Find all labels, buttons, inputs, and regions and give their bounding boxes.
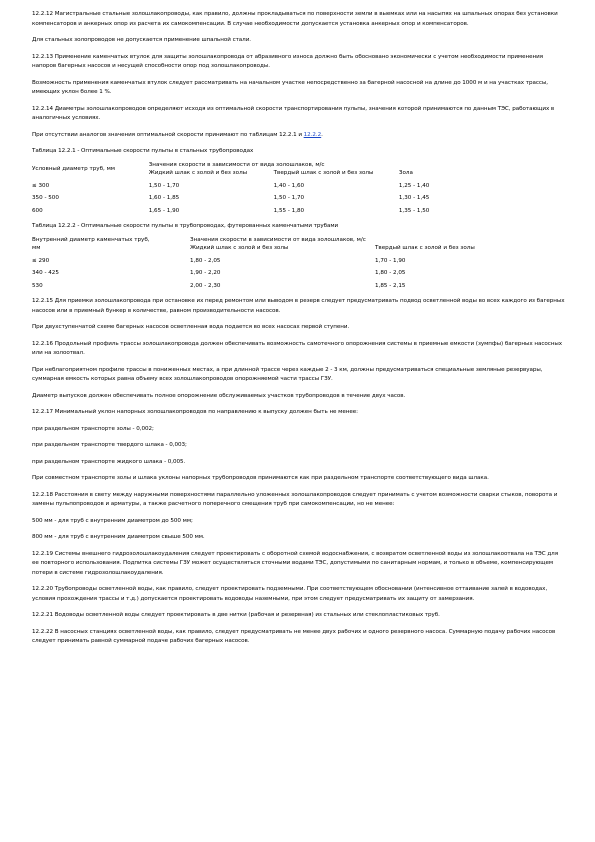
paragraph-12-2-17: 12.2.17 Минимальный уклон напорных золошлакопроводов по направлению к выпуску должен быть не менее: [32,409,358,415]
slope-solid-slag: при раздельном транспорте твердого шлака - 0,003; [32,442,187,448]
table-2-caption: Таблица 12.2.2 - Оптимальные скорости пульпы в трубопроводах, футерованных каменчатыми трубами [32,223,339,229]
slope-ash: при раздельном транспорте золы - 0,002; [32,425,154,432]
table-2-header-diameter: Внутренний диаметр каменчатых труб, [32,236,150,243]
paragraph-12-2-21: 12.2.21 Водоводы осветленной воды следует проектировать в две нитки (рабочая и резервная) из стальных или стеклопластиковых труб. [32,612,440,618]
table-row [32,182,452,191]
table-cell: 1,60 - 1,85 [148,195,180,201]
table-2-header-unit: мм [32,245,41,251]
table-1-header-col: Зола [398,170,413,176]
paragraph-profile: При неблагоприятном профиле трассы в пониженных местах, а при длинной трассе через каждые 2 - 3 км, должны предусматриваться специальные земляные резервуары, суммарная емкость которых равна объему всех золошлакопроводов опорожняемой части трассы ГЗУ. [32,366,543,382]
table-cell: 1,35 - 1,50 [398,207,430,214]
table-cell: 1,85 - 2,15 [375,282,406,289]
paragraph-absence [32,131,565,141]
table-row [32,207,452,216]
table-1-header-col: Жидкий шлак с золой и без золы [148,170,248,176]
paragraph-12-2-18: 12.2.18 Расстояния в свету между наружными поверхностями параллельно уложенных золошлакопроводов следует принимать с учетом возможности сварки стыков, поворота и замены пульпопроводов и арматуры, а также расчетного поперечного смещения труб при самокомпенсации, но не менее: [32,491,558,507]
table-cell: 1,50 - 1,70 [148,182,180,189]
paragraph-12-2-14: 12.2.14 Диаметры золошлакопроводов определяют исходя из оптимальной скорости транспортирования пульпы, значения которой принимаются по данным ТЭС, работающих в аналогичных условиях. [32,105,555,121]
table-2-header-col: Твердый шлак с золой и без золы [375,245,475,251]
table-1-header-diameter: Условный диаметр труб, мм [32,165,116,172]
table-1-caption: Таблица 12.2.1 - Оптимальные скорости пульпы в стальных трубопроводах [32,148,254,154]
paragraph-12-2-16: 12.2.16 Продольный профиль трассы золошлакопровода должен обеспечивать возможность самотечного опорожнения системы в приемные емкости (зумпфы) багерных насосных или на золоотвал. [32,340,563,356]
table-12-2-2-link[interactable]: 12.2.2 [303,131,322,138]
table-cell: 1,80 - 2,05 [375,270,406,276]
paragraph-12-2-12: 12.2.12 Магистральные стальные золошлакопроводы, как правило, должны прокладываться по поверхности земли в выемках или на насыпях на шпальных опорах без установки компенсаторов и анкерных опор из расчета их самокомпенсации. В случае необходимости допускается установка анкерных опор и компенсаторов. [32,11,558,27]
table-cell: 340 - 425 [32,270,59,276]
table-row [32,282,552,291]
paragraph-12-2-22: 12.2.22 В насосных станциях осветленной воды, как правило, следует предусматривать не менее двух рабочих и одного резервного насоса. Суммарную подачу рабочих насосов следует принимать равной суммарной подаче рабочих багерных насосов. [32,628,556,644]
table-cell: 530 [32,282,43,289]
table-cell: 1,55 - 1,80 [273,207,305,214]
paragraph-two-stage: При двухступенчатой схеме багерных насосов осветленная вода подается во всех насосах первой ступени. [32,324,350,330]
table-cell: ≤ 300 [32,182,50,189]
table-cell: 1,25 - 1,40 [398,182,430,189]
table-cell: 1,80 - 2,05 [190,257,221,264]
paragraph-12-2-15: 12.2.15 Для приемки золошлакопровода при остановке их перед ремонтом или выводом в резерв следует предусматривать подвод осветленной воды во всех каждого из багерных насосов или в приемный бункер в количестве, равном производительности насосов. [32,298,565,314]
paragraph-no-cement: Для стальных золопроводов не допускается применение шпальной стали. [32,37,252,43]
table-1 [32,161,452,216]
table-cell: 1,90 - 2,20 [190,270,221,276]
table-2-header-col: Жидкий шлак с золой и без золы [190,245,289,251]
paragraph-absence-end: . [321,131,323,138]
paragraph-feasibility: Возможность применения каменчатых втулок следует рассматривать на начальном участке непосредственно за багерной насосной на длине до 1000 м и на участках трассы, имеющих уклон более 1 %. [32,79,549,95]
table-cell: ≤ 290 [32,257,50,264]
table-cell: 600 [32,207,43,214]
distance-large-pipes: 800 мм - для труб с внутренним диаметром свыше 500 мм. [32,534,205,540]
table-row [32,194,452,203]
paragraph-absence-text: При отсутствии аналогов значения оптимальной скорости принимают по таблицам 12.2.1 и [32,131,304,138]
table-cell: 1,30 - 1,45 [398,195,430,201]
table-cell: 1,70 - 1,90 [375,257,406,264]
table-row [32,269,552,278]
table-cell: 1,65 - 1,90 [148,207,180,214]
distance-small-pipes: 500 мм - для труб с внутренним диаметром до 500 мм; [32,517,193,524]
table-1-header-group: Значения скорости в зависимости от вида золошлаков, м/с [148,161,325,168]
table-cell: 2,00 - 2,30 [190,282,221,289]
table-cell: 1,50 - 1,70 [273,195,305,201]
paragraph-12-2-13: 12.2.13 Применение каменчатых втулок для защиты золошлакопровода от абразивного износа должно быть обосновано экономически с учетом необходимости применения напоров багерных насосов и несущей способности опор под золошлакопроводы. [32,53,543,69]
table-2-header-group: Значения скорости в зависимости от вида золошлаков, м/с [190,236,366,243]
paragraph-outlet: Диаметр выпусков должен обеспечивать полное опорожнение обслуживаемых участков трубопроводов в течение двух часов. [32,392,406,399]
table-cell: 350 - 500 [32,195,59,201]
paragraph-12-2-20: 12.2.20 Трубопроводы осветленной воды, как правило, следует проектировать подземными. При соответствующем обосновании (интенсивное оттаивание залей в водоводах, условия прохождения трассы и т.д.) допускается проектировать водоводы наземными, при этом следует предусматривать их защиту от замерзания. [32,586,548,602]
table-row [32,257,552,266]
table-cell: 1,40 - 1,60 [273,182,305,189]
paragraph-12-2-19: 12.2.19 Системы внешнего гидрозолошлакоудаления следует проектировать с оборотной схемой водоснабжения, с возвратом осветленной воды из золошлакоотвала на ТЭС для ее повторного использования. Подпитка системы ГЗУ может осуществляться сточными водами ТЭС, допустимыми по санитарным нормам, и только в объеме, компенсирующем потери в системе гидрозолошлакоудаления. [32,550,559,576]
table-1-header-col: Твердый шлак с золой и без золы [273,170,374,176]
paragraph-joint-transport: При совместном транспорте золы и шлака уклоны напорных трубопроводов принимаются как при раздельном транспорте соответствующего вида шлака. [32,475,489,481]
table-2 [32,236,552,291]
slope-liquid-slag: при раздельном транспорте жидкого шлака - 0,005. [32,458,186,465]
